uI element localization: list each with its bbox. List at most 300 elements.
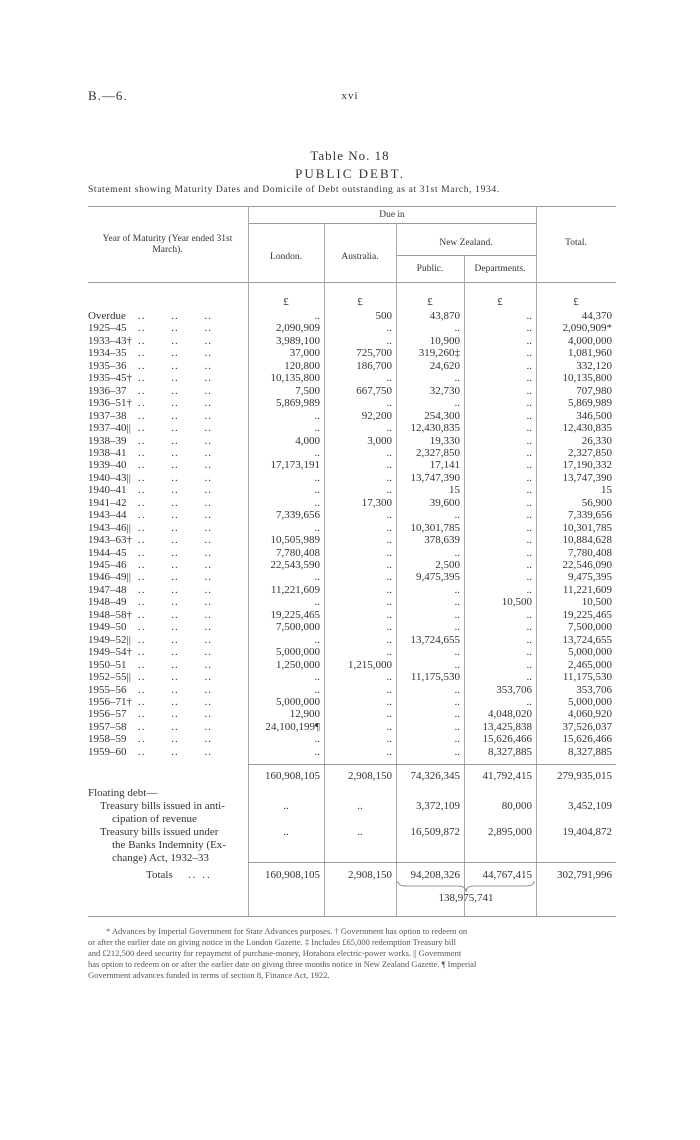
row-leader-dots: .. .. .. <box>138 596 212 609</box>
currency-symbol: £ <box>573 296 579 308</box>
subtotal-australia: 2,908,150 <box>348 770 392 782</box>
row-cell: 17,173,191 <box>270 459 320 472</box>
row-cell: 12,430,835 <box>562 422 612 435</box>
row-cell: 2,090,909 <box>276 322 320 335</box>
row-cell: 10,301,785 <box>410 521 460 534</box>
row-cell: 10,500 <box>581 596 612 609</box>
row-leader-dots: .. .. .. <box>138 446 212 459</box>
row-cell: 7,780,408 <box>568 546 612 559</box>
row-cell: 7,339,656 <box>276 509 320 522</box>
row-year: 1936–51† <box>88 397 132 410</box>
row-cell: .. <box>526 695 532 708</box>
row-cell: .. <box>386 372 392 385</box>
row-cell: .. <box>314 310 320 322</box>
row-cell: .. <box>314 496 320 509</box>
row-cell: .. <box>526 347 532 360</box>
footnote-line: or after the earlier date on giving notice in the London Gazette. ‡ Includes £65,000 redemption Treasury bill <box>88 937 456 947</box>
footnote-line: and £212,500 deed security for repayment of purchase-money, Horahora electric-power works. || Government <box>88 948 462 958</box>
row-cell: 10,301,785 <box>562 521 612 534</box>
row-cell: .. <box>314 446 320 459</box>
floating-item-label: change) Act, 1932–33 <box>112 852 209 864</box>
floating-cell: 16,509,872 <box>410 826 460 838</box>
header-australia: Australia. <box>341 252 379 262</box>
row-cell: 19,330 <box>429 434 460 447</box>
subtotal-nz-public: 74,326,345 <box>410 770 460 782</box>
row-cell: .. <box>526 334 532 347</box>
row-leader-dots: .. .. .. <box>138 708 212 721</box>
currency-symbol: £ <box>497 296 503 308</box>
row-cell: .. <box>526 583 532 596</box>
row-cell: .. <box>314 409 320 422</box>
row-cell: 3,000 <box>367 434 392 447</box>
row-year: 1943–46|| <box>88 521 131 534</box>
row-cell: .. <box>454 372 460 385</box>
row-cell: 1,215,000 <box>348 658 392 671</box>
row-cell: .. <box>386 733 392 746</box>
row-cell: 7,339,656 <box>568 509 612 522</box>
row-cell: .. <box>386 322 392 335</box>
row-cell: 10,505,989 <box>270 534 320 547</box>
row-cell: .. <box>386 621 392 634</box>
row-cell: 56,900 <box>581 496 612 509</box>
row-cell: 39,600 <box>429 496 460 509</box>
row-leader-dots: .. .. .. <box>138 434 212 447</box>
row-cell: .. <box>526 322 532 335</box>
row-leader-dots: .. .. .. <box>138 633 212 646</box>
row-cell: 10,135,800 <box>562 372 612 385</box>
row-cell: .. <box>454 745 460 758</box>
row-cell: .. <box>454 733 460 746</box>
row-cell: .. <box>454 646 460 659</box>
row-cell: .. <box>386 745 392 758</box>
row-cell: 7,500,000 <box>568 621 612 634</box>
row-leader-dots: .. .. .. <box>138 496 212 509</box>
row-cell: 346,500 <box>576 409 612 422</box>
row-cell: 8,327,885 <box>488 745 532 758</box>
row-cell: .. <box>314 733 320 746</box>
row-year: 1947–48 <box>88 583 127 596</box>
row-cell: 2,327,850 <box>416 446 460 459</box>
row-leader-dots: .. .. .. <box>138 334 212 347</box>
floating-cell: .. <box>283 826 289 838</box>
row-year: 1956–57 <box>88 708 127 721</box>
row-cell: .. <box>386 334 392 347</box>
row-cell: .. <box>526 310 532 322</box>
row-cell: .. <box>526 571 532 584</box>
row-leader-dots: .. .. .. <box>138 409 212 422</box>
row-year: 1946–49|| <box>88 571 131 584</box>
row-cell: 17,190,332 <box>562 459 612 472</box>
row-year: 1933–43† <box>88 334 132 347</box>
row-cell: .. <box>454 683 460 696</box>
total-nz-departments: 44,767,415 <box>482 869 532 881</box>
row-cell: .. <box>314 422 320 435</box>
row-cell: 43,870 <box>429 310 460 322</box>
row-cell: .. <box>314 571 320 584</box>
row-cell: 2,465,000 <box>568 658 612 671</box>
row-cell: 13,747,390 <box>562 471 612 484</box>
row-cell: .. <box>454 546 460 559</box>
row-cell: 667,750 <box>356 384 392 397</box>
row-cell: .. <box>386 471 392 484</box>
row-cell: .. <box>526 384 532 397</box>
row-cell: 5,000,000 <box>568 695 612 708</box>
row-year: 1949–50 <box>88 621 127 634</box>
row-year: 1949–52|| <box>88 633 131 646</box>
row-cell: .. <box>454 509 460 522</box>
row-cell: .. <box>386 546 392 559</box>
header-public: Public. <box>416 264 444 274</box>
nz-combined-total: 138,975,741 <box>438 892 494 904</box>
row-leader-dots: .. .. .. <box>138 422 212 435</box>
row-year: 1955–56 <box>88 683 127 696</box>
currency-symbol: £ <box>283 296 289 308</box>
row-leader-dots: .. .. .. <box>138 546 212 559</box>
row-cell: .. <box>526 409 532 422</box>
row-cell: .. <box>386 720 392 733</box>
row-year: 1948–58† <box>88 608 132 621</box>
row-cell: 44,370 <box>581 310 612 322</box>
row-cell: 13,747,390 <box>410 471 460 484</box>
row-leader-dots: .. .. .. <box>138 621 212 634</box>
row-cell: .. <box>454 583 460 596</box>
row-leader-dots: .. .. .. <box>138 384 212 397</box>
row-cell: .. <box>386 683 392 696</box>
row-cell: 19,225,465 <box>562 608 612 621</box>
row-cell: .. <box>454 596 460 609</box>
totals-leader-dots: .. .. <box>188 869 212 881</box>
row-year: 1950–51 <box>88 658 127 671</box>
row-cell: .. <box>314 745 320 758</box>
row-cell: 2,327,850 <box>568 446 612 459</box>
row-year: 1948–49 <box>88 596 127 609</box>
row-cell: 12,430,835 <box>410 422 460 435</box>
footnote-line: Government advances funded in terms of section 8, Finance Act, 1922. <box>88 970 330 980</box>
row-year: 1958–59 <box>88 733 127 746</box>
row-cell: .. <box>386 608 392 621</box>
row-cell: .. <box>526 671 532 684</box>
row-cell: 7,500 <box>295 384 320 397</box>
row-leader-dots: .. .. .. <box>138 359 212 372</box>
floating-cell: .. <box>283 800 289 812</box>
row-leader-dots: .. .. .. <box>138 509 212 522</box>
floating-cell: 2,895,000 <box>488 826 532 838</box>
row-cell: .. <box>314 471 320 484</box>
row-cell: 22,543,590 <box>270 559 320 571</box>
totals-rule <box>248 862 616 863</box>
row-cell: 353,706 <box>576 683 612 696</box>
row-leader-dots: .. .. .. <box>138 559 212 571</box>
row-leader-dots: .. .. .. <box>138 571 212 584</box>
row-cell: .. <box>526 509 532 522</box>
floating-item-label: the Banks Indemnity (Ex- <box>112 839 226 851</box>
row-cell: 7,780,408 <box>276 546 320 559</box>
new-zealand-rule <box>396 255 536 256</box>
row-cell: .. <box>526 471 532 484</box>
total-nz-public: 94,208,326 <box>410 869 460 881</box>
row-leader-dots: .. .. .. <box>138 646 212 659</box>
row-cell: 332,120 <box>576 359 612 372</box>
row-leader-dots: .. .. .. <box>138 658 212 671</box>
row-cell: 5,869,989 <box>568 397 612 410</box>
row-cell: 378,639 <box>424 534 460 547</box>
row-cell: 24,620 <box>429 359 460 372</box>
row-year: Overdue <box>88 310 126 322</box>
row-cell: 4,048,020 <box>488 708 532 721</box>
row-year: 1945–46 <box>88 559 127 571</box>
row-cell: 92,200 <box>361 409 392 422</box>
row-cell: .. <box>454 608 460 621</box>
floating-cell: 3,372,109 <box>416 800 460 812</box>
row-year: 1943–63† <box>88 534 132 547</box>
row-cell: .. <box>314 633 320 646</box>
row-year: 1938–41 <box>88 446 127 459</box>
row-leader-dots: .. .. .. <box>138 671 212 684</box>
row-cell: 9,475,395 <box>416 571 460 584</box>
row-cell: .. <box>526 633 532 646</box>
row-cell: 7,500,000 <box>276 621 320 634</box>
row-year: 1943–44 <box>88 509 127 522</box>
page-roman-number: xvi <box>341 90 359 102</box>
row-cell: 1,081,960 <box>568 347 612 360</box>
row-cell: .. <box>386 695 392 708</box>
header-departments: Departments. <box>474 264 526 274</box>
row-cell: 24,100,199¶ <box>265 720 320 733</box>
table-statement: Statement showing Maturity Dates and Domicile of Debt outstanding as at 31st March, 1934. <box>88 184 500 195</box>
row-leader-dots: .. .. .. <box>138 484 212 497</box>
row-year: 1935–36 <box>88 359 127 372</box>
row-leader-dots: .. .. .. <box>138 695 212 708</box>
row-leader-dots: .. .. .. <box>138 397 212 410</box>
subtotal-rule <box>248 764 616 765</box>
header-due-in: Due in <box>379 210 405 220</box>
footnote-line: * Advances by Imperial Government for State Advances purposes. † Government has option to redeem on <box>106 926 468 936</box>
row-cell: .. <box>314 596 320 609</box>
row-cell: 5,869,989 <box>276 397 320 410</box>
row-cell: 4,060,920 <box>568 708 612 721</box>
row-cell: 4,000 <box>295 434 320 447</box>
row-cell: .. <box>386 459 392 472</box>
row-leader-dots: .. .. .. <box>138 683 212 696</box>
row-cell: .. <box>526 521 532 534</box>
total-grand: 302,791,996 <box>557 869 612 881</box>
row-cell: .. <box>454 708 460 721</box>
row-cell: .. <box>526 608 532 621</box>
row-cell: 10,500 <box>501 596 532 609</box>
row-cell: 37,000 <box>289 347 320 360</box>
row-cell: .. <box>526 484 532 497</box>
floating-item-label: cipation of revenue <box>112 813 197 825</box>
row-cell: .. <box>314 671 320 684</box>
row-cell: .. <box>314 484 320 497</box>
row-year: 1934–35 <box>88 347 127 360</box>
row-leader-dots: .. .. .. <box>138 372 212 385</box>
row-cell: .. <box>454 322 460 335</box>
row-year: 1936–37 <box>88 384 127 397</box>
row-cell: 13,724,655 <box>410 633 460 646</box>
row-cell: 10,900 <box>429 334 460 347</box>
row-cell: 10,884,628 <box>562 534 612 547</box>
row-leader-dots: .. .. .. <box>138 733 212 746</box>
header-new-zealand: New Zealand. <box>439 238 493 248</box>
row-cell: 15,626,466 <box>482 733 532 746</box>
row-cell: 500 <box>375 310 392 322</box>
row-cell: 3,989,100 <box>276 334 320 347</box>
row-year: 1959–60 <box>88 745 127 758</box>
row-cell: .. <box>526 534 532 547</box>
row-cell: 17,300 <box>361 496 392 509</box>
row-cell: 319,260‡ <box>418 347 460 360</box>
row-cell: .. <box>526 372 532 385</box>
row-cell: .. <box>386 559 392 571</box>
row-cell: 15 <box>601 484 612 497</box>
row-cell: .. <box>454 397 460 410</box>
row-cell: 12,900 <box>289 708 320 721</box>
row-cell: .. <box>454 695 460 708</box>
row-cell: 11,221,609 <box>562 583 612 596</box>
row-cell: 11,175,530 <box>562 671 612 684</box>
row-cell: 725,700 <box>356 347 392 360</box>
floating-cell: 80,000 <box>501 800 532 812</box>
row-cell: .. <box>526 559 532 571</box>
header-total: Total. <box>565 238 587 248</box>
row-cell: .. <box>386 708 392 721</box>
totals-label: Totals <box>146 869 173 881</box>
row-cell: 37,526,037 <box>562 720 612 733</box>
row-leader-dots: .. .. .. <box>138 745 212 758</box>
floating-item-label: Treasury bills issued under <box>100 826 219 838</box>
row-cell: .. <box>526 496 532 509</box>
row-cell: .. <box>526 359 532 372</box>
row-leader-dots: .. .. .. <box>138 534 212 547</box>
row-cell: 707,980 <box>576 384 612 397</box>
row-cell: .. <box>526 397 532 410</box>
row-year: 1925–45 <box>88 322 127 335</box>
subtotal-total: 279,935,015 <box>557 770 612 782</box>
row-cell: .. <box>386 671 392 684</box>
floating-cell: .. <box>357 826 363 838</box>
row-year: 1935–45† <box>88 372 132 385</box>
row-leader-dots: .. .. .. <box>138 322 212 335</box>
row-cell: 186,700 <box>356 359 392 372</box>
row-cell: .. <box>386 446 392 459</box>
row-leader-dots: .. .. .. <box>138 310 212 322</box>
row-cell: .. <box>454 621 460 634</box>
row-leader-dots: .. .. .. <box>138 347 212 360</box>
row-cell: .. <box>386 646 392 659</box>
row-cell: .. <box>526 658 532 671</box>
row-cell: .. <box>386 509 392 522</box>
row-year: 1938–39 <box>88 434 127 447</box>
row-year: 1949–54† <box>88 646 132 659</box>
row-leader-dots: .. .. .. <box>138 471 212 484</box>
row-cell: .. <box>386 397 392 410</box>
row-cell: 19,225,465 <box>270 608 320 621</box>
total-london: 160,908,105 <box>265 869 320 881</box>
row-cell: 13,724,655 <box>562 633 612 646</box>
row-cell: 13,425,838 <box>482 720 532 733</box>
floating-cell: 19,404,872 <box>562 826 612 838</box>
row-cell: 15 <box>449 484 460 497</box>
row-cell: 10,135,800 <box>270 372 320 385</box>
row-cell: .. <box>386 422 392 435</box>
row-cell: 11,221,609 <box>270 583 320 596</box>
row-cell: .. <box>386 521 392 534</box>
row-cell: .. <box>314 683 320 696</box>
row-cell: 17,141 <box>429 459 460 472</box>
row-cell: .. <box>526 446 532 459</box>
row-cell: .. <box>526 434 532 447</box>
row-cell: 5,000,000 <box>568 646 612 659</box>
row-cell: 15,626,466 <box>562 733 612 746</box>
due-in-rule <box>248 223 536 224</box>
row-cell: .. <box>386 534 392 547</box>
row-cell: 8,327,885 <box>568 745 612 758</box>
footnote-line: has option to redeem on or after the earlier date on giving three months notice in New Zealand Gazette. ¶ Imperial <box>88 959 477 969</box>
row-cell: .. <box>386 484 392 497</box>
currency-symbol: £ <box>357 296 363 308</box>
total-australia: 2,908,150 <box>348 869 392 881</box>
row-cell: 22,546,090 <box>562 559 612 571</box>
row-year: 1941–42 <box>88 496 127 509</box>
row-year: 1956–71† <box>88 695 132 708</box>
floating-cell: 3,452,109 <box>568 800 612 812</box>
row-leader-dots: .. .. .. <box>138 521 212 534</box>
row-cell: .. <box>454 658 460 671</box>
row-cell: .. <box>526 646 532 659</box>
row-cell: .. <box>386 633 392 646</box>
row-cell: 26,330 <box>581 434 612 447</box>
row-cell: 353,706 <box>496 683 532 696</box>
row-year: 1944–45 <box>88 546 127 559</box>
row-cell: .. <box>314 521 320 534</box>
row-cell: .. <box>386 596 392 609</box>
row-cell: 2,090,909* <box>562 322 612 335</box>
row-cell: 5,000,000 <box>276 695 320 708</box>
header-year: Year of Maturity (Year ended 31st March). <box>102 234 233 255</box>
table-bottom-rule <box>88 916 616 917</box>
row-cell: 1,250,000 <box>276 658 320 671</box>
row-year: 1937–38 <box>88 409 127 422</box>
row-leader-dots: .. .. .. <box>138 459 212 472</box>
subtotal-nz-departments: 41,792,415 <box>482 770 532 782</box>
row-cell: 120,800 <box>284 359 320 372</box>
row-cell: .. <box>454 720 460 733</box>
floating-cell: .. <box>357 800 363 812</box>
page-reference: B.—6. <box>88 88 128 103</box>
table-number: Table No. 18 <box>310 148 390 163</box>
row-year: 1952–55|| <box>88 671 131 684</box>
row-cell: 2,500 <box>435 559 460 571</box>
row-cell: .. <box>526 459 532 472</box>
header-london: London. <box>270 252 302 262</box>
row-cell: 32,730 <box>429 384 460 397</box>
table-title: PUBLIC DEBT. <box>295 166 405 181</box>
row-cell: 11,175,530 <box>410 671 460 684</box>
row-year: 1940–43|| <box>88 471 131 484</box>
row-year: 1937–40|| <box>88 422 131 435</box>
row-cell: 9,475,395 <box>568 571 612 584</box>
row-cell: 4,000,000 <box>568 334 612 347</box>
row-leader-dots: .. .. .. <box>138 608 212 621</box>
row-cell: .. <box>526 546 532 559</box>
row-year: 1957–58 <box>88 720 127 733</box>
row-leader-dots: .. .. .. <box>138 720 212 733</box>
row-cell: .. <box>526 621 532 634</box>
subtotal-london: 160,908,105 <box>265 770 320 782</box>
row-cell: .. <box>386 583 392 596</box>
floating-item-label: Treasury bills issued in anti- <box>100 800 225 812</box>
